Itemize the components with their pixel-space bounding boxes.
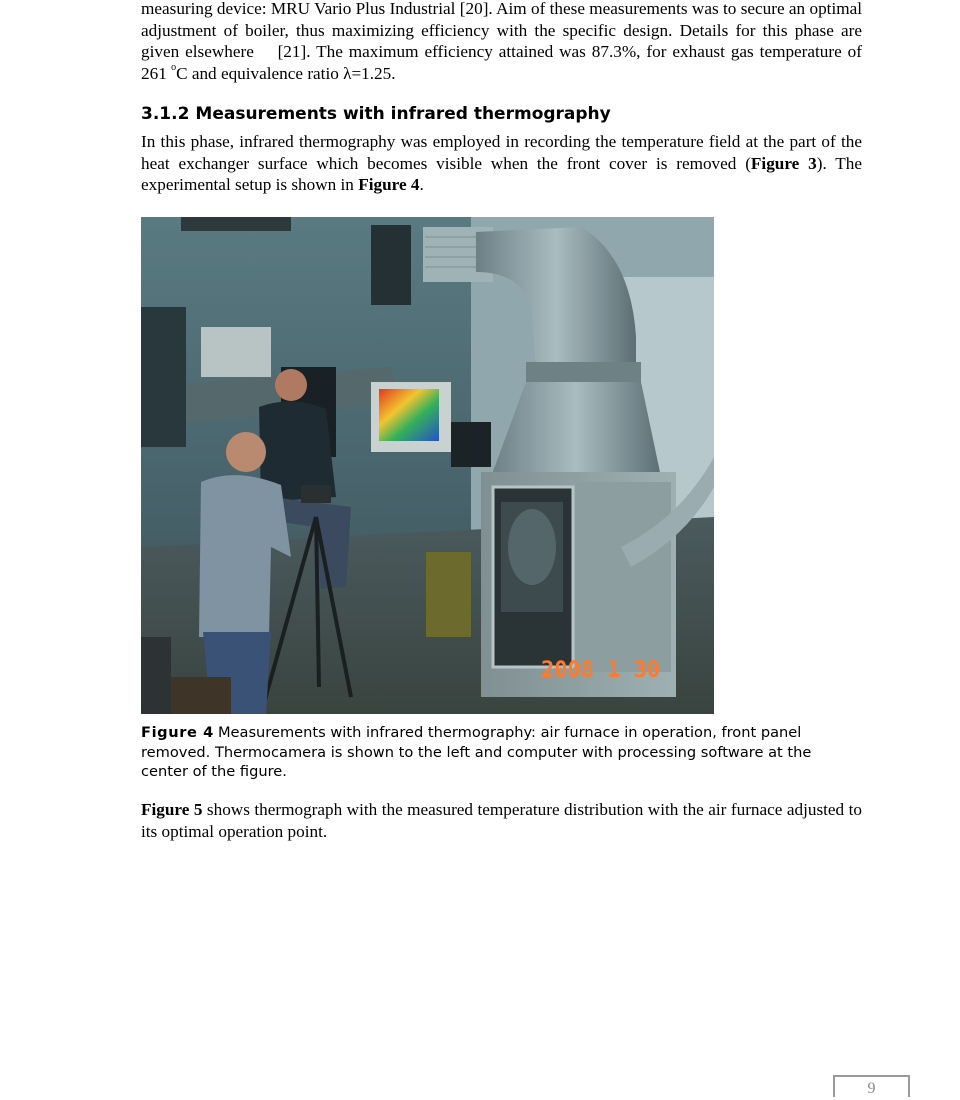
intro-text-1: measuring device: MRU Vario Plus Industrial [20]. Aim of these measurements was to secure an optimal adjustment of boiler, thus maximizing efficiency with the specific design. Details for this phase are given elsewhere [21]. The maximum efficiency attained was 87.3%, for exhaust gas temperature of 261 [141, 0, 862, 83]
section-number: 3.1.2 [141, 104, 190, 124]
phase-text-3: . [419, 175, 424, 194]
phase-text-2: ). The experimental setup is shown in [141, 153, 862, 194]
intro-paragraph [141, 0, 862, 84]
caption-label: Figure 4 [141, 724, 214, 741]
date-stamp: 2008 1 30 [541, 658, 661, 683]
figure-4-photo [141, 217, 714, 714]
phase-paragraph [141, 131, 862, 196]
degree-superscript: o [171, 61, 177, 73]
figure-4-caption [141, 723, 862, 782]
closing-text: shows thermograph with the measured temperature distribution with the air furnace adjusted to its optimal operation point. [141, 800, 862, 841]
figure-4-reference: Figure 4 [358, 175, 420, 194]
closing-paragraph [141, 799, 862, 842]
section-title: Measurements with infrared thermography [195, 104, 611, 124]
figure-5-reference: Figure 5 [141, 800, 203, 819]
caption-text: Measurements with infrared thermography: air furnace in operation, front panel removed. Thermocamera is shown to the left and computer with processing software at the center of the figure. [141, 724, 812, 780]
intro-text-2: C and equivalence ratio λ=1.25. [176, 63, 396, 83]
page-number: 9 [833, 1075, 910, 1097]
section-heading [141, 102, 611, 126]
figure-3-reference: Figure 3 [750, 153, 817, 173]
phase-text-1: In this phase, infrared thermography was employed in recording the temperature field at the part of the heat exchanger surface which becomes visible when the front cover is removed ( [141, 132, 862, 173]
